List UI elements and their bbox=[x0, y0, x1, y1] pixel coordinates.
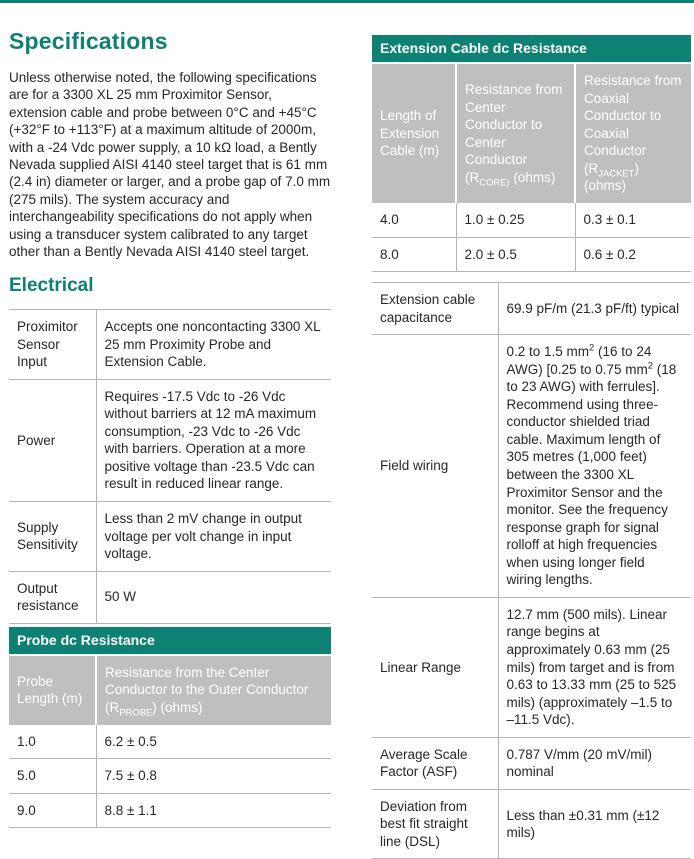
table-row bbox=[9, 379, 331, 501]
table-header-row bbox=[372, 63, 691, 203]
electrical-table bbox=[9, 309, 331, 624]
row-value: Requires -17.5 Vdc to -26 Vdc without barriers at 12 mA maximum consumption, -23 Vdc to -26 Vdc with barriers. Operation at a more positive voltage than -23.5 Vdc can result in reduced linear range. bbox=[96, 379, 331, 501]
table-row bbox=[372, 237, 691, 272]
electrical-section-heading: Electrical bbox=[9, 275, 94, 297]
probe-table-title: Probe dc Resistance bbox=[9, 627, 331, 654]
cell: 1.0 ± 0.25 bbox=[456, 203, 575, 237]
row-label: Supply Sensitivity bbox=[9, 501, 96, 571]
table-row bbox=[9, 501, 331, 571]
row-value: 50 W bbox=[96, 571, 331, 623]
cell: 8.8 ± 1.1 bbox=[96, 793, 331, 828]
column-header: Probe Length (m) bbox=[9, 655, 96, 725]
column-header: Resistance from the Center Conductor to the Outer Conductor $(R_{PROBE})$ (ohms) bbox=[96, 655, 331, 725]
table-row bbox=[9, 310, 331, 380]
row-value: 0.787 V/mm (20 mV/mil) nominal bbox=[498, 737, 691, 789]
cell: 4.0 bbox=[372, 203, 456, 237]
table-row bbox=[9, 759, 331, 794]
row-value: Accepts one noncontacting 3300 XL 25 mm Proximity Probe and Extension Cable. bbox=[96, 310, 331, 380]
table-row bbox=[372, 737, 691, 789]
row-value: 12.7 mm (500 mils). Linear range begins at approximately 0.63 mm (25 mils) from target and is from 0.63 to 13.33 mm (25 to 525 mils) (approximately –1.5 to –11.5 Vdc). bbox=[498, 597, 691, 737]
cell: 6.2 ± 0.5 bbox=[96, 725, 331, 759]
extension-cable-dc-resistance-table bbox=[372, 35, 691, 272]
extension-table-title: Extension Cable dc Resistance bbox=[372, 35, 691, 62]
right-column bbox=[372, 3, 691, 859]
cell: 8.0 bbox=[372, 237, 456, 272]
cell: 1.0 bbox=[9, 725, 96, 759]
row-value: 0.2 to 1.5 $mm^2$ (16 to 24 AWG) [0.25 to 0.75 $mm^2$ (18 to 23 AWG) with ferrules]. Recommend using three-conductor shielded triad cable. Maximum length of 305 metres (1,000 feet) between the 3300 XL Proximitor Sensor and the monitor. See the frequency response graph for signal rolloff at high frequencies when using longer field wiring lengths. bbox=[498, 335, 691, 598]
row-label: Average Scale Factor (ASF) bbox=[372, 737, 498, 789]
column-header: Length of Extension Cable (m) bbox=[372, 63, 456, 203]
page-title: Specifications bbox=[9, 28, 168, 54]
row-label: Field wiring bbox=[372, 335, 498, 598]
row-label: Deviation from best fit straight line (DSL) bbox=[372, 789, 498, 859]
row-value: Less than ±0.31 mm (±12 mils) bbox=[498, 789, 691, 859]
cell: 5.0 bbox=[9, 759, 96, 794]
row-label: Linear Range bbox=[372, 597, 498, 737]
table-row bbox=[372, 597, 691, 737]
cell: 9.0 bbox=[9, 793, 96, 828]
table-header-row bbox=[9, 655, 331, 725]
left-column bbox=[9, 3, 331, 859]
probe-dc-resistance-table bbox=[9, 627, 331, 828]
row-label: Output resistance bbox=[9, 571, 96, 623]
table-row bbox=[9, 725, 331, 759]
table-row bbox=[372, 335, 691, 598]
table-row bbox=[372, 789, 691, 859]
row-value: Less than 2 mV change in output voltage per volt change in input voltage. bbox=[96, 501, 331, 571]
table-row bbox=[372, 283, 691, 335]
table-row bbox=[9, 793, 331, 828]
column-header: Resistance from Center Conductor to Center Conductor ($R_{CORE)}$ (ohms) bbox=[456, 63, 575, 203]
right-spec-list bbox=[372, 282, 691, 859]
top-accent-strip bbox=[0, 0, 694, 3]
intro-paragraph: Unless otherwise noted, the following specifications are for a 3300 XL 25 mm Proximitor Sensor, extension cable and probe between 0°C and +45°C (+32°F to +113°F) at a maximum altitude of 2000m, with a -24 Vdc power supply, a 10 kΩ load, a Bently Nevada supplied AISI 4140 steel target that is 61 mm (2.4 in) diameter or larger, and a probe gap of 7.0 mm (275 mils). The system accuracy and interchangeability specifications do not apply when using a transducer system calibrated to any target other than a Bently Nevada AISI 4140 steel target. bbox=[9, 69, 331, 259]
cell: 2.0 ± 0.5 bbox=[456, 237, 575, 272]
cell: 7.5 ± 0.8 bbox=[96, 759, 331, 794]
cell: 0.3 ± 0.1 bbox=[575, 203, 691, 237]
row-label: Extension cable capacitance bbox=[372, 283, 498, 335]
table-row bbox=[9, 571, 331, 623]
table-row bbox=[372, 203, 691, 237]
row-label: Proximitor Sensor Input bbox=[9, 310, 96, 380]
column-header: Resistance from Coaxial Conductor to Coaxial Conductor $(R_{JACKET})$ (ohms) bbox=[575, 63, 691, 203]
row-label: Power bbox=[9, 379, 96, 501]
row-value: 69.9 pF/m (21.3 pF/ft) typical bbox=[498, 283, 691, 335]
cell: 0.6 ± 0.2 bbox=[575, 237, 691, 272]
